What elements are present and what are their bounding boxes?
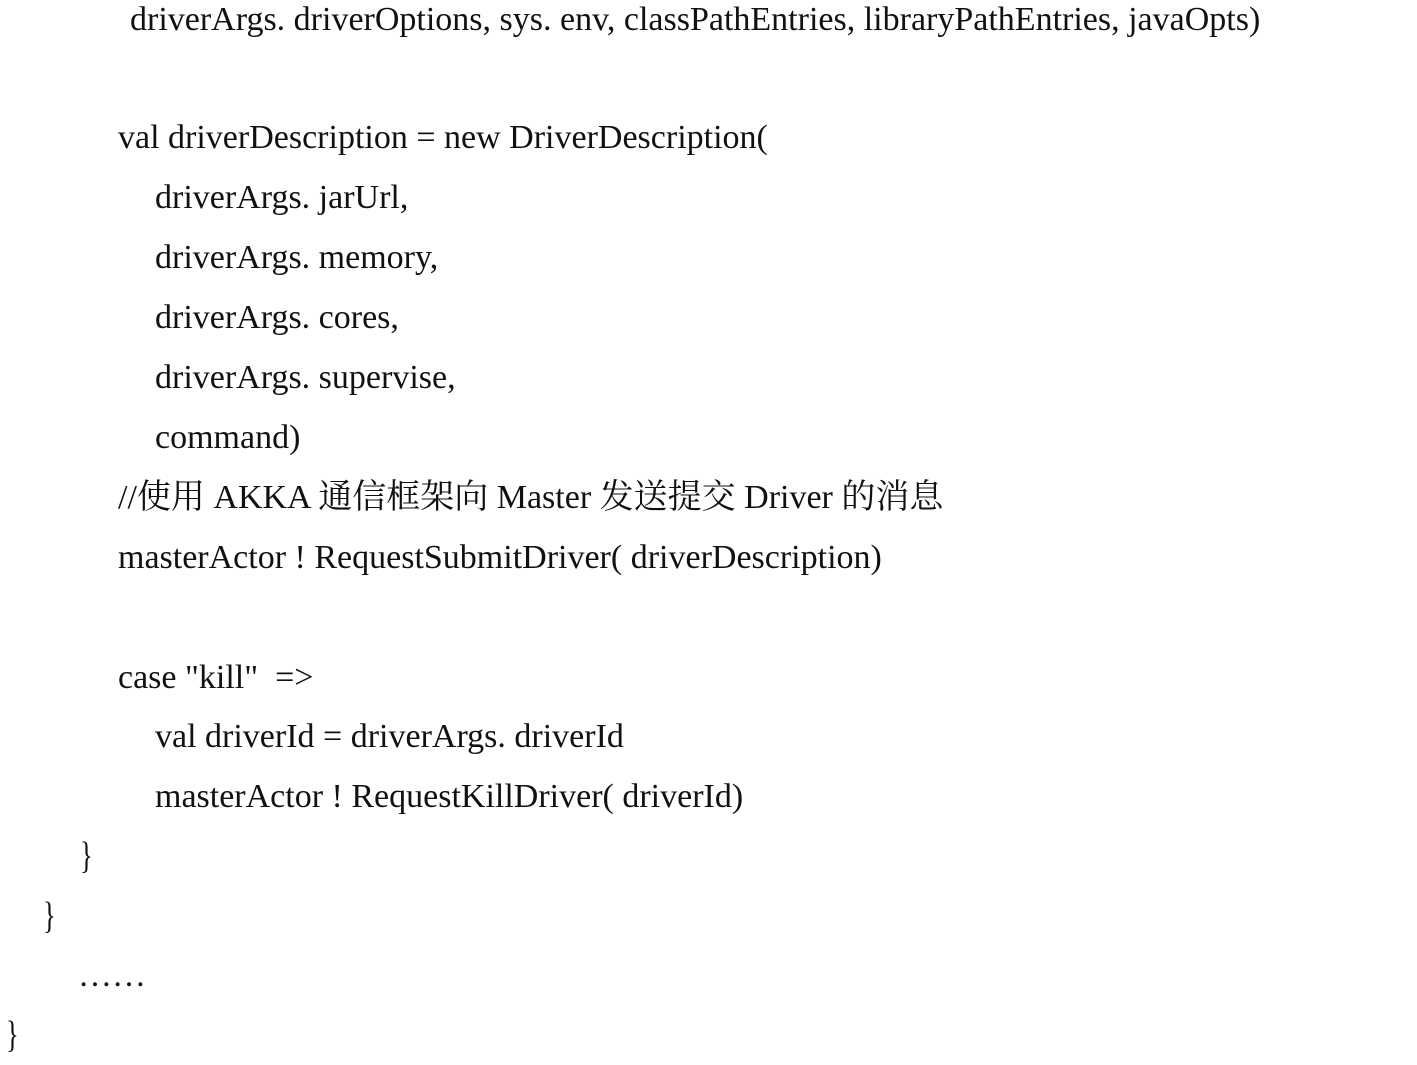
code-line-case-kill: case "kill" => — [118, 659, 314, 696]
code-line-driver-options: driverArgs. driverOptions, sys. env, classPathEntries, libraryPathEntries, javaOpts) — [130, 1, 1261, 38]
closing-brace-outer: } — [6, 1014, 19, 1056]
code-line-val-driver-description: val driverDescription = new DriverDescription( — [118, 119, 768, 156]
code-line-val-driver-id: val driverId = driverArgs. driverId — [155, 718, 624, 755]
ellipsis: …… — [78, 957, 146, 994]
closing-brace-inner: } — [80, 835, 93, 877]
code-line-request-submit-driver: masterActor ! RequestSubmitDriver( driverDescription) — [118, 539, 882, 576]
code-line-cores: driverArgs. cores, — [155, 299, 399, 336]
code-comment-akka: //使用 AKKA 通信框架向 Master 发送提交 Driver 的消息 — [118, 479, 944, 516]
code-line-command: command) — [155, 419, 301, 456]
code-line-request-kill-driver: masterActor ! RequestKillDriver( driverId) — [155, 778, 744, 815]
code-line-memory: driverArgs. memory, — [155, 239, 439, 276]
closing-brace-middle: } — [43, 895, 56, 937]
code-line-jar-url: driverArgs. jarUrl, — [155, 179, 409, 216]
code-line-supervise: driverArgs. supervise, — [155, 359, 456, 396]
